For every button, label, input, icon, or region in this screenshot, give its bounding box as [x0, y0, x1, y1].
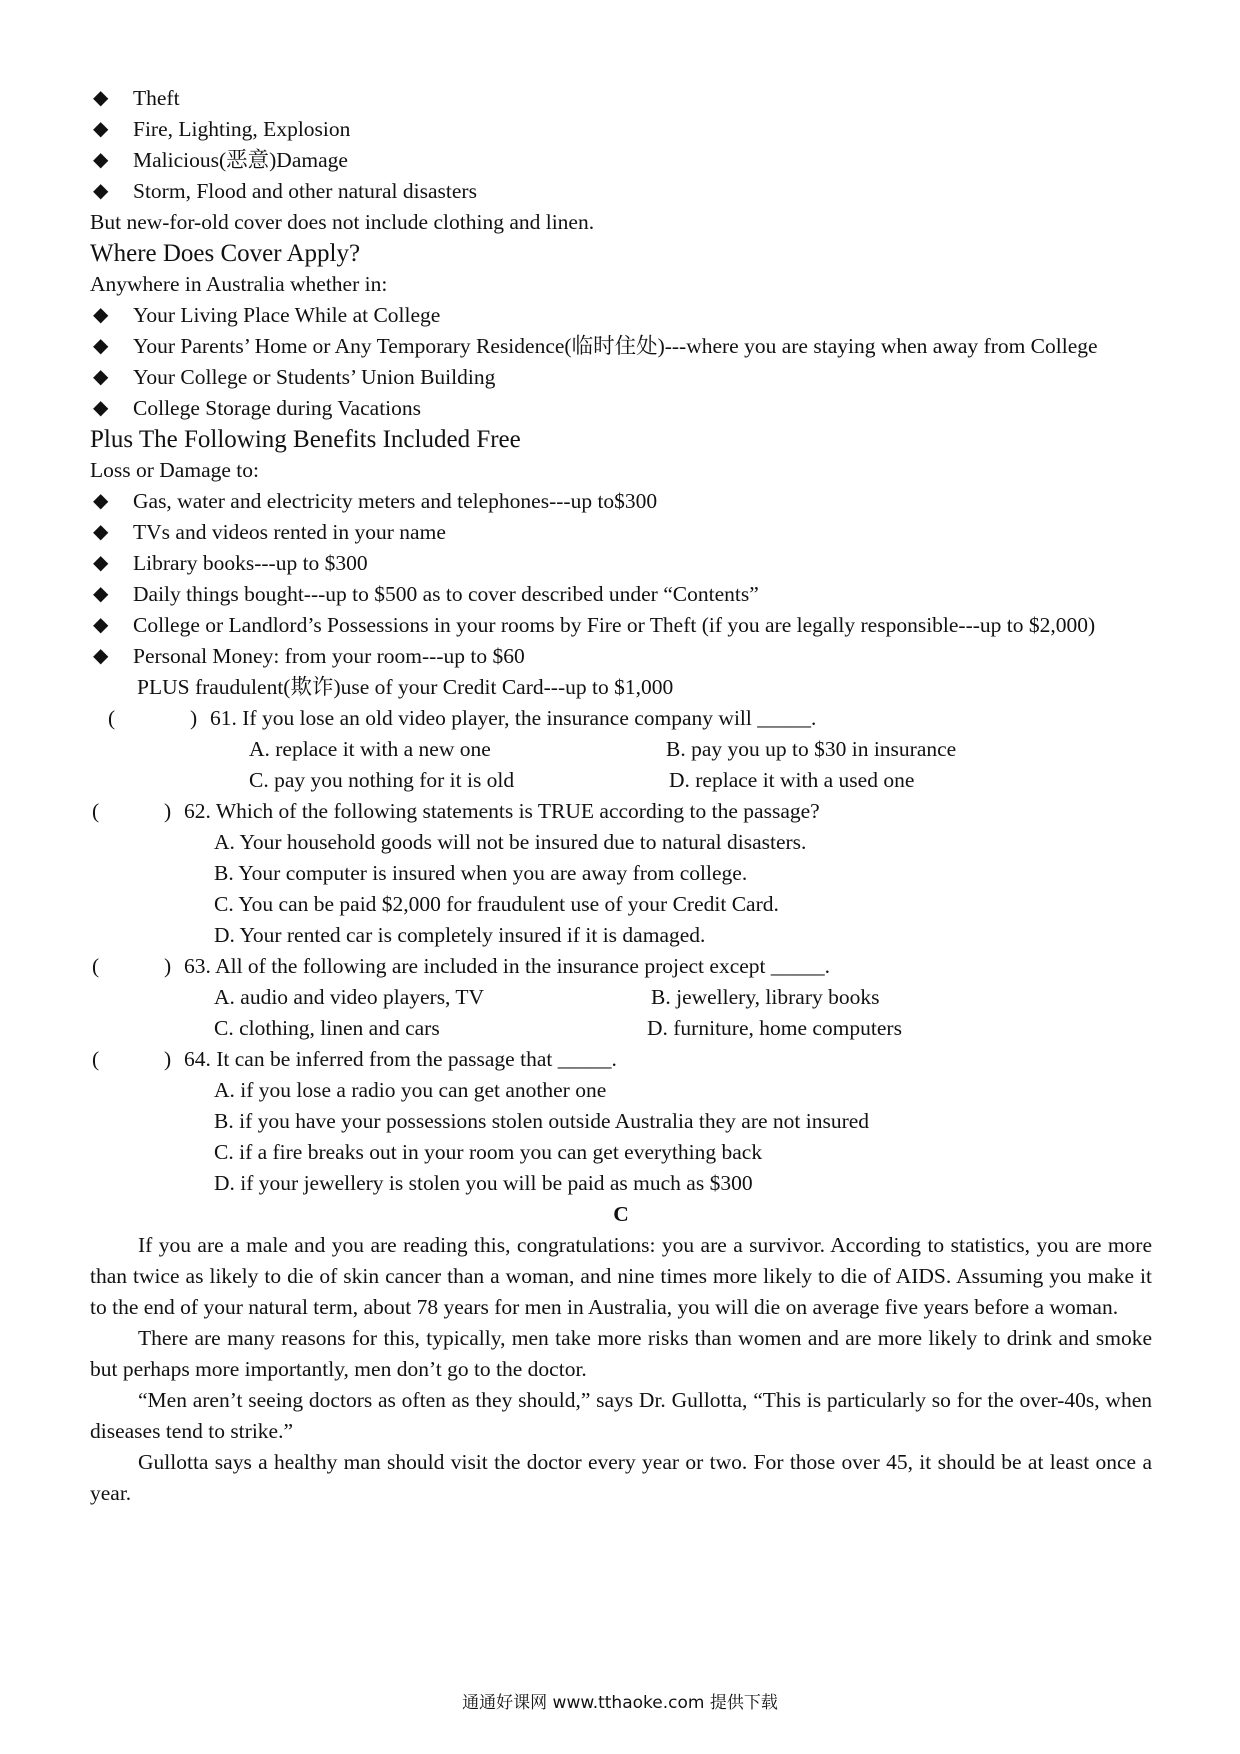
question-62 [90, 796, 1152, 827]
diamond-bullet-icon: ◆ [93, 552, 109, 574]
answer-paren-right: ) [190, 706, 198, 730]
section-heading-c: C [613, 1202, 629, 1226]
list-item-text: Malicious(恶意)Damage [133, 148, 348, 172]
option-d: D. furniture, home computers [647, 1016, 902, 1040]
question-64 [90, 1044, 1152, 1075]
answer-paren-right: ) [164, 799, 172, 823]
list-item [90, 331, 1152, 362]
diamond-bullet-icon: ◆ [93, 366, 109, 388]
note-clothing: But new-for-old cover does not include clothing and linen. [90, 210, 595, 234]
diamond-bullet-icon: ◆ [93, 521, 109, 543]
answer-paren-right: ) [164, 1047, 172, 1071]
footer-watermark: 通通好课网 www.tthaoke.com 提供下载 [462, 1693, 778, 1713]
option-row [90, 765, 1152, 796]
paragraph: “Men aren’t seeing doctors as often as they should,” says Dr. Gullotta, “This is particularly so for the over-40s, when diseases tend to strike.” [90, 1388, 1152, 1443]
option-row [90, 982, 1152, 1013]
diamond-bullet-icon: ◆ [93, 397, 109, 419]
list-item-text: Your College or Students’ Union Building [133, 365, 496, 389]
list-item-text: Daily things bought---up to $500 as to cover described under “Contents” [133, 582, 759, 606]
diamond-bullet-icon: ◆ [93, 118, 109, 140]
option-b: B. if you have your possessions stolen outside Australia they are not insured [214, 1109, 870, 1133]
diamond-bullet-icon: ◆ [93, 149, 109, 171]
option-b: B. jewellery, library books [651, 985, 880, 1009]
diamond-bullet-icon: ◆ [93, 490, 109, 512]
option-a: A. Your household goods will not be insured due to natural disasters. [214, 830, 807, 854]
list-item [90, 610, 1152, 641]
list-item-text: Library books---up to $300 [133, 551, 368, 575]
question-stem: 61. If you lose an old video player, the insurance company will _____. [210, 706, 817, 730]
list-item [90, 83, 1152, 114]
list-item-text: Your Parents’ Home or Any Temporary Residence(临时住处)---where you are staying when away from College [133, 334, 1098, 358]
plus-credit-card-line: PLUS fraudulent(欺诈)use of your Credit Card---up to $1,000 [137, 675, 674, 699]
list-item-text: College or Landlord’s Possessions in your rooms by Fire or Theft (if you are legally responsible---up to $2,000) [133, 613, 1096, 637]
diamond-bullet-icon: ◆ [93, 180, 109, 202]
list-item [90, 393, 1152, 424]
list-item [90, 517, 1152, 548]
paragraph: If you are a male and you are reading this, congratulations: you are a survivor. According to statistics, you are more than twice as likely to die of skin cancer than a woman, and nine times more likely to die of AIDS. Assuming you make it to the end of your natural term, about 78 years for men in Australia, you will die on average five years before a woman. [90, 1233, 1152, 1319]
list-item-text: Fire, Lighting, Explosion [133, 117, 351, 141]
question-stem: 64. It can be inferred from the passage that _____. [184, 1047, 617, 1071]
list-item-text: Gas, water and electricity meters and telephones---up to$300 [133, 489, 658, 513]
option-a: A. replace it with a new one [249, 737, 491, 761]
diamond-bullet-icon: ◆ [93, 614, 109, 636]
question-63 [90, 951, 1152, 982]
option-a: A. audio and video players, TV [214, 985, 485, 1009]
paragraph: Gullotta says a healthy man should visit the doctor every year or two. For those over 45, it should be at least once a year. [90, 1450, 1152, 1505]
list-item-text: Your Living Place While at College [133, 303, 441, 327]
list-item [90, 486, 1152, 517]
list-item-text: Theft [133, 86, 180, 110]
list-item [90, 579, 1152, 610]
list-item [90, 300, 1152, 331]
list-item [90, 114, 1152, 145]
answer-paren-left: ( [108, 706, 116, 730]
list-item-text: College Storage during Vacations [133, 396, 422, 420]
option-d: D. if your jewellery is stolen you will be paid as much as $300 [214, 1171, 753, 1195]
option-row [90, 734, 1152, 765]
list-item-text: Storm, Flood and other natural disasters [133, 179, 477, 203]
paragraph: There are many reasons for this, typically, men take more risks than women and are more likely to drink and smoke but perhaps more importantly, men don’t go to the doctor. [90, 1326, 1152, 1381]
option-c: C. pay you nothing for it is old [249, 768, 515, 792]
diamond-bullet-icon: ◆ [93, 645, 109, 667]
list-item [90, 145, 1152, 176]
answer-paren-left: ( [92, 1047, 100, 1071]
answer-paren-right: ) [164, 954, 172, 978]
heading-where-cover-applies: Where Does Cover Apply? [90, 240, 361, 267]
option-c: C. clothing, linen and cars [214, 1016, 440, 1040]
list-item-text: Personal Money: from your room---up to $60 [133, 644, 525, 668]
diamond-bullet-icon: ◆ [93, 304, 109, 326]
question-61 [90, 703, 1152, 734]
answer-paren-left: ( [92, 799, 100, 823]
answer-paren-left: ( [92, 954, 100, 978]
list-item [90, 362, 1152, 393]
list-item [90, 641, 1152, 672]
list-item-text: TVs and videos rented in your name [133, 520, 446, 544]
option-c: C. if a fire breaks out in your room you can get everything back [214, 1140, 763, 1164]
document-page [90, 83, 1152, 1509]
option-a: A. if you lose a radio you can get another one [214, 1078, 607, 1102]
option-d: D. Your rented car is completely insured if it is damaged. [214, 923, 706, 947]
question-stem: 63. All of the following are included in the insurance project except _____. [184, 954, 831, 978]
option-row [90, 1013, 1152, 1044]
question-stem: 62. Which of the following statements is TRUE according to the passage? [184, 799, 820, 823]
list-item [90, 176, 1152, 207]
diamond-bullet-icon: ◆ [93, 335, 109, 357]
list-item [90, 548, 1152, 579]
option-b: B. pay you up to $30 in insurance [666, 737, 957, 761]
diamond-bullet-icon: ◆ [93, 87, 109, 109]
heading-benefits: Plus The Following Benefits Included Free [90, 426, 521, 453]
option-b: B. Your computer is insured when you are away from college. [214, 861, 748, 885]
loss-label: Loss or Damage to: [90, 458, 259, 482]
diamond-bullet-icon: ◆ [93, 583, 109, 605]
anywhere-text: Anywhere in Australia whether in: [90, 272, 388, 296]
option-d: D. replace it with a used one [669, 768, 915, 792]
option-c: C. You can be paid $2,000 for fraudulent use of your Credit Card. [214, 892, 779, 916]
